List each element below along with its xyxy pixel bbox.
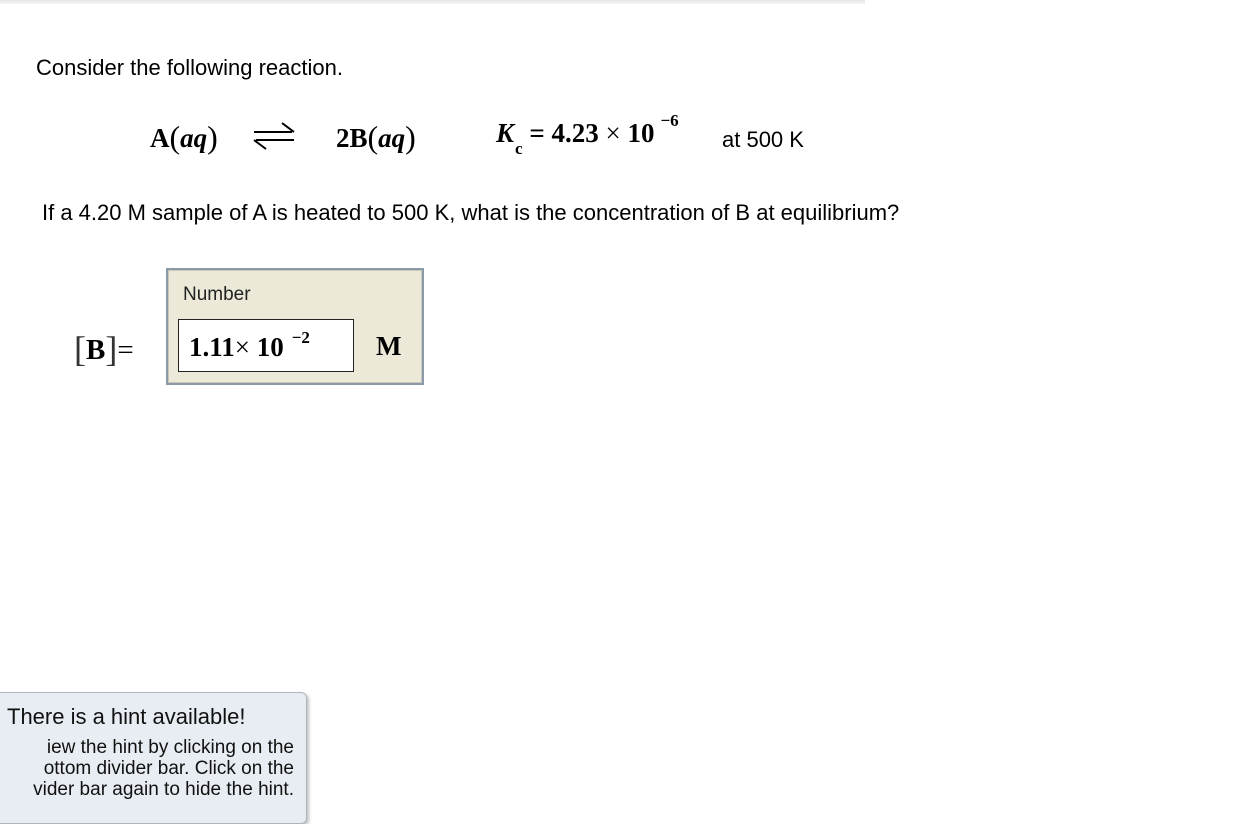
answer-equals: = (117, 334, 134, 366)
answer-exponent: −2 (291, 328, 310, 347)
top-divider (0, 0, 865, 4)
k-symbol: K (496, 118, 515, 148)
k-subscript: c (515, 139, 523, 158)
reactant: A(aq) (150, 119, 218, 155)
k-exponent: −6 (660, 111, 679, 130)
answer-species: B (86, 334, 106, 366)
reactant-state: aq (180, 123, 208, 153)
hint-line: iew the hint by clicking on the (46, 737, 294, 758)
answer-box (166, 268, 424, 385)
temperature-text: at 500 K (722, 127, 804, 152)
equilibrium-constant (496, 111, 679, 158)
hint-panel[interactable] (0, 692, 307, 824)
question-prompt: Consider the following reaction. (36, 55, 343, 80)
answer-label: [B]= (74, 329, 134, 369)
number-label: Number (183, 284, 251, 305)
answer-input[interactable] (178, 319, 354, 372)
answer-mantissa: 1.11 (189, 332, 235, 362)
answer-times: × (234, 332, 250, 362)
k-base: 10 (627, 118, 655, 148)
answer-base: 10 (256, 332, 284, 362)
k-mantissa: 4.23 (551, 118, 599, 148)
answer-unit: M (376, 331, 402, 361)
k-times: × (605, 118, 621, 148)
product-species: 2B (336, 123, 368, 153)
reactant-species: A (150, 123, 170, 153)
hint-line: ottom divider bar. Click on the (43, 758, 294, 779)
k-equals: = (529, 118, 545, 148)
hint-line: vider bar again to hide the hint. (33, 779, 294, 800)
product-state: aq (378, 123, 406, 153)
product: 2B(aq) (336, 119, 416, 155)
hint-title: There is a hint available! (7, 704, 246, 729)
equilibrium-arrow-icon (248, 116, 300, 161)
hint-body (0, 737, 294, 800)
question-text: If a 4.20 M sample of A is heated to 500 K, what is the concentration of B at equilibrium? (42, 200, 900, 225)
